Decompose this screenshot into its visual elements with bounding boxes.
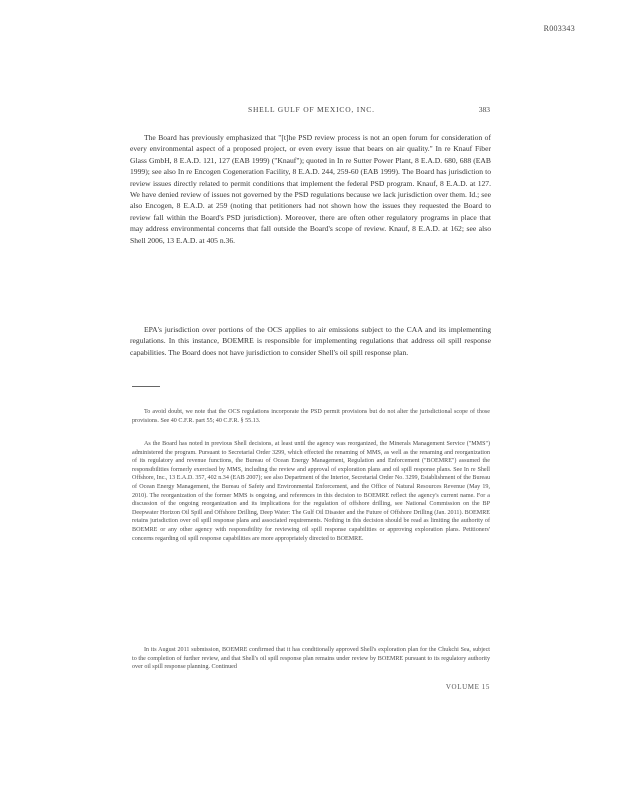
footnote: As the Board has noted in previous Shell decisions, at least until the agency was reorganized, the Minerals Management Service ("MMS") administered the program. Pursuant to Secretarial Order 3299, which effected the renaming of MMS, as well as the renaming and reorganization of its regulatory and revenue functions, the Bureau of Ocean Energy Management, Regulation and Enforcement ("BOEMRE") assumed the responsibilities formerly exercised by MMS, including the review and approval of exploration plans and oil spill response plans. See In re Shell Offshore, Inc., 13 E.A.D. 357, 402 n.34 (EAB 2007); see also Department of the Interior, Secretarial Order No. 3299, Establishment of the Bureau of Ocean Energy Management, the Bureau of Safety and Environmental Enforcement, and the Office of Natural Resources Revenue (May 19, 2010). The reorganization of the former MMS is ongoing, and references in this decision to BOEMRE reflect the agency's current name. For a discussion of the ongoing reorganization and its implications for the regulation of offshore drilling, see National Commission on the BP Deepwater Horizon Oil Spill and Offshore Drilling, Deep Water: The Gulf Oil Disaster and the Future of Offshore Drilling (Jan. 2011). BOEMRE retains jurisdiction over oil spill response plans and associated requirements. Nothing in this decision should be read as limiting the authority of BOEMRE or any other agency with responsibility for reviewing oil spill response capabilities or approving exploration plans. Petitioners' concerns regarding oil spill response capabilities are more appropriately directed to BOEMRE. [132,441,490,542]
page-number: 383 [478,105,490,114]
footnote-separator [132,386,160,387]
page-identifier: R003343 [543,24,575,33]
running-head-title: SHELL GULF OF MEXICO, INC. [248,105,375,114]
body-paragraph: The Board has previously emphasized that "[t]he PSD review process is not an open forum for consideration of every environmental aspect of a proposed project, or even every issue that bears on air quality." In re Knauf Fiber Glass GmbH, 8 E.A.D. 121, 127 (EAB 1999) ("Knauf"); quoted in In re Sutter Power Plant, 8 E.A.D. 680, 688 (EAB 1999); see also In re Encogen Cogeneration Facility, 8 E.A.D. 244, 259-60 (EAB 1999). The Board has jurisdiction to review issues directly related to permit conditions that implement the federal PSD program. Knauf, 8 E.A.D. at 127. We have denied review of issues not governed by the PSD regulations because we lack jurisdiction over them. Id.; see also Encogen, 8 E.A.D. at 259 (noting that petitioners had not shown how the issues they requested the Board to review fall within the Board's PSD jurisdiction). Moreover, there are often other regulatory programs in place that may address environmental concerns that fall outside the Board's scope of review. Knauf, 8 E.A.D. at 162; see also Shell 2006, 13 E.A.D. at 405 n.36. [130,133,491,245]
volume-label: VOLUME 15 [445,683,490,691]
footnote: In its August 2011 submission, BOEMRE confirmed that it has conditionally approved Shell's exploration plan for the Chukchi Sea, subject to the completion of further review, and that Shell's oil spill response plan remains under review by BOEMRE pursuant to its regulatory authority over oil spill response planning. Continued [132,647,490,671]
body-paragraph: EPA's jurisdiction over portions of the OCS applies to air emissions subject to the CAA and its implementing regulations. In this instance, BOEMRE is responsible for implementing regulations that address oil spill response capabilities. The Board does not have jurisdiction to consider Shell's oil spill response plan. [130,325,491,357]
footnote: To avoid doubt, we note that the OCS regulations incorporate the PSD permit provisions but do not alter the jurisdictional scope of those provisions. See 40 C.F.R. part 55; 40 C.F.R. § 55.13. [132,409,490,424]
running-head [130,105,490,119]
